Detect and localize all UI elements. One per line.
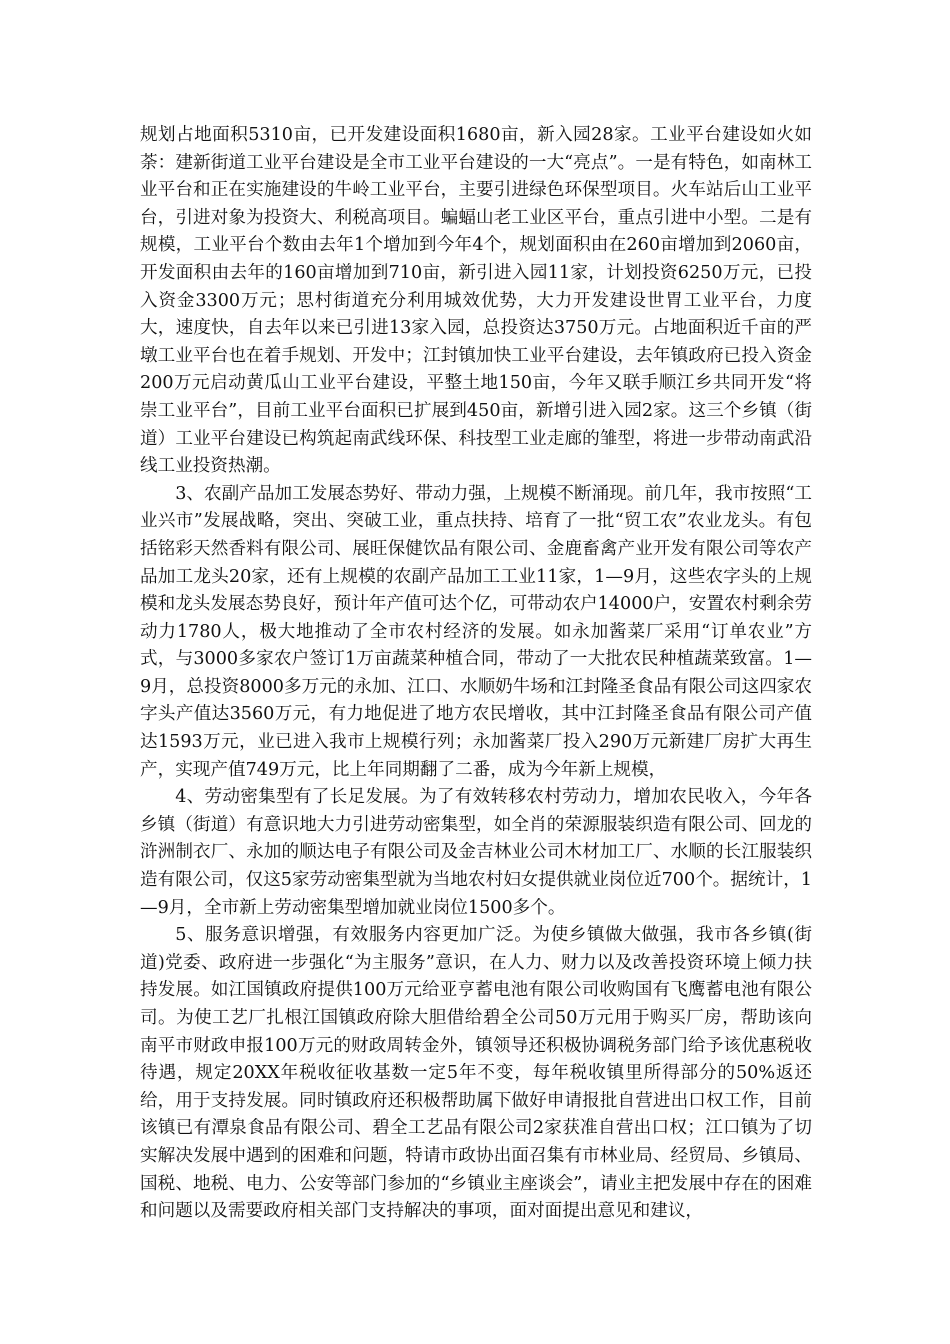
paragraph-agricultural-processing: 3、农副产品加工发展态势好、带动力强，上规模不断涌现。前几年，我市按照“工业兴市”发展战略，突出、突破工业，重点扶持、培育了一批“贸工农”农业龙头。有包括铭彩天然香料有限公司、展旺保健饮品有限公司、金鹿畜禽产业开发有限公司等农产品加工龙头20家，还有上规模的农副产品加工工业11家，1—9月，这些农字头的上规模和龙头发展态势良好，预计年产值可达个亿，可带动农户14000户，安置农村剩余劳动力1780人，极大地推动了全市农村经济的发展。如永加酱菜厂采用“订单农业”方式，与3000多家农户签订1万亩蔬菜种植合同，带动了一大批农民种植蔬菜致富。1—9月，总投资8000多万元的永加、江口、水顺奶牛场和江封隆圣食品有限公司这四家农字头产值达3560万元，有力地促进了地方农民增收，其中江封隆圣食品有限公司产值达1593万元，业已进入我市上规模行列；永加酱菜厂投入290万元新建厂房扩大再生产，实现产值749万元，比上年同期翻了二番，成为今年新上规模， — [140, 483, 812, 780]
document-body — [140, 122, 812, 1226]
paragraph-labor-intensive: 4、劳动密集型有了长足发展。为了有效转移农村劳动力，增加农民收入，今年各乡镇（街道）有意识地大力引进劳动密集型，如全肖的荣源服装织造有限公司、回龙的浒洲制衣厂、永加的顺达电子有限公司及金吉林业公司木材加工厂、水顺的长江服装织造有限公司，仅这5家劳动密集型就为当地农村妇女提供就业岗位近700个。据统计，1—9月，全市新上劳动密集型增加就业岗位1500多个。 — [140, 787, 812, 918]
paragraph-service-awareness: 5、服务意识增强，有效服务内容更加广泛。为使乡镇做大做强，我市各乡镇(街道)党委、政府进一步强化“为主服务”意识，在人力、财力以及改善投资环境上倾力扶持发展。如江国镇政府提供100万元给亚亨蓄电池有限公司收购国有飞鹰蓄电池有限公司。为使工艺厂扎根江国镇政府除大胆借给碧全公司50万元用于购买厂房，帮助该向南平市财政申报100万元的财政周转金外，镇领导还积极协调税务部门给予该优惠税收待遇，规定20XX年税收征收基数一定5年不变，每年税收镇里所得部分的50%返还给，用于支持发展。同时镇政府还积极帮助属下做好申请报批自营进出口权工作，目前该镇已有潭泉食品有限公司、碧全工艺品有限公司2家获准自营出口权；江口镇为了切实解决发展中遇到的困难和问题，特请市政协出面召集有市林业局、经贸局、乡镇局、国税、地税、电力、公安等部门参加的“乡镇业主座谈会”，请业主把发展中存在的困难和问题以及需要政府相关部门支持解决的事项，面对面提出意见和建议， — [140, 925, 812, 1222]
paragraph-continuation: 规划占地面积5310亩，已开发建设面积1680亩，新入园28家。工业平台建设如火如荼：建新街道工业平台建设是全市工业平台建设的一大“亮点”。一是有特色，如南林工业平台和正在实施建设的牛岭工业平台，主要引进绿色环保型项目。火车站后山工业平台，引进对象为投资大、利税高项目。蝙蝠山老工业区平台，重点引进中小型。二是有规模，工业平台个数由去年1个增加到今年4个，规划面积由在260亩增加到2060亩，开发面积由去年的160亩增加到710亩，新引进入园11家，计划投资6250万元，已投入资金3300万元；思村街道充分利用城效优势，大力开发建设世胃工业平台，力度大，速度快，自去年以来已引进13家入园，总投资达3750万元。占地面积近千亩的严墩工业平台也在着手规划、开发中；江封镇加快工业平台建设，去年镇政府已投入资金200万元启动黄瓜山工业平台建设，平整土地150亩，今年又联手顺江乡共同开发“将崇工业平台”，目前工业平台面积已扩展到450亩，新增引进入园2家。这三个乡镇（街道）工业平台建设已构筑起南武线环保、科技型工业走廊的雏型，将进一步带动南武沿线工业投资热潮。 — [140, 125, 812, 477]
